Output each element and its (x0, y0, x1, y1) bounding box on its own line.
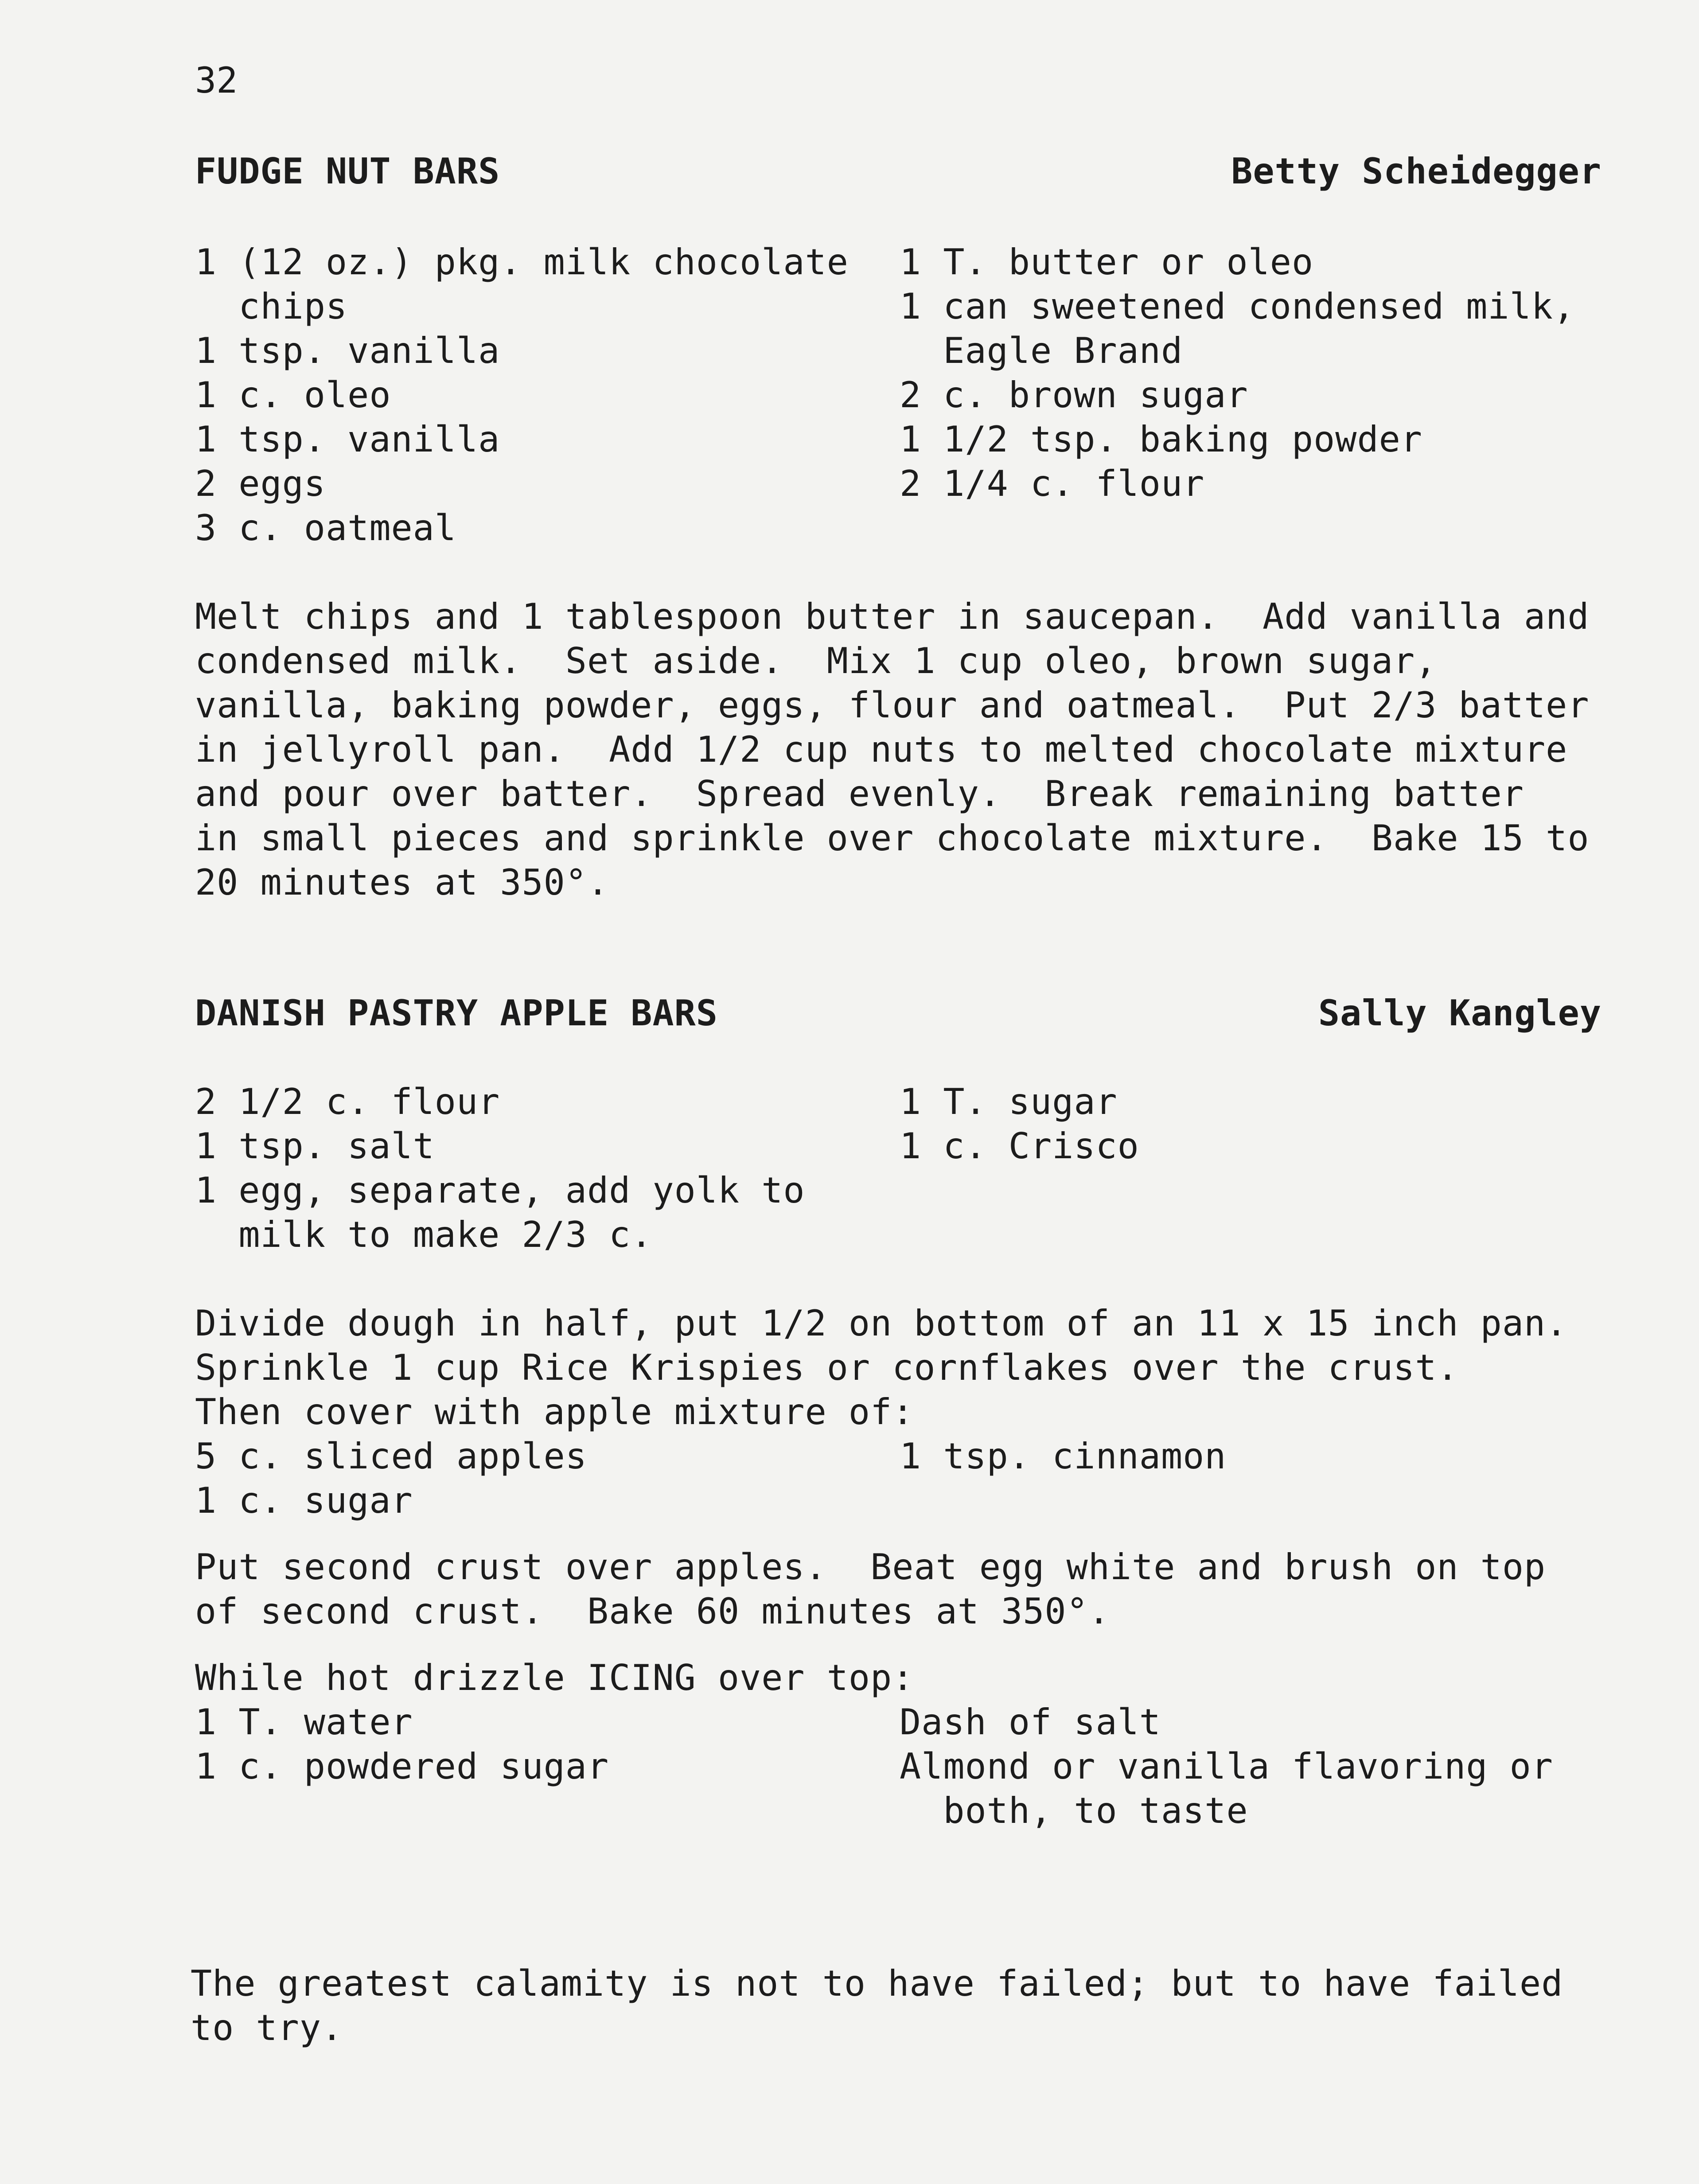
recipe-author: Betty Scheidegger (1231, 151, 1602, 192)
ingredient-left: chips (195, 286, 348, 327)
ingredient-left: 2 1/2 c. flour (195, 1081, 500, 1122)
direction-line: vanilla, baking powder, eggs, flour and oatmeal. Put 2/3 batter (195, 685, 1590, 726)
ingredient-right: 2 c. brown sugar (900, 374, 1248, 416)
ingredient-left: 2 eggs (195, 463, 326, 504)
ingredient-left: 1 tsp. salt (195, 1125, 435, 1167)
page-number: 32 (195, 60, 238, 101)
ingredient-left: 1 (12 oz.) pkg. milk chocolate (195, 241, 849, 283)
apple-ingredient: 1 c. sugar (195, 1480, 413, 1521)
ingredient-right: 1 1/2 tsp. baking powder (900, 419, 1422, 460)
ingredient-right: 1 can sweetened condensed milk, (900, 286, 1575, 327)
recipe-title: FUDGE NUT BARS (195, 151, 500, 192)
ingredient-left: 1 tsp. vanilla (195, 419, 500, 460)
direction-line: and pour over batter. Spread evenly. Break remaining batter (195, 773, 1524, 814)
apple-ingredient: 1 tsp. cinnamon (900, 1436, 1227, 1477)
ingredient-right: 1 T. butter or oleo (900, 241, 1314, 283)
direction-line: Put second crust over apples. Beat egg white and brush on top (195, 1546, 1546, 1588)
recipe-author: Sally Kangley (1318, 993, 1602, 1034)
direction-line: Divide dough in half, put 1/2 on bottom of an 11 x 15 inch pan. (195, 1303, 1568, 1344)
direction-line: in jellyroll pan. Add 1/2 cup nuts to melted chocolate mixture (195, 729, 1568, 770)
ingredient-left: 3 c. oatmeal (195, 507, 456, 549)
icing-ingredient: Almond or vanilla flavoring or (900, 1746, 1553, 1787)
direction-line: in small pieces and sprinkle over chocolate mixture. Bake 15 to (195, 818, 1590, 859)
icing-ingredient: 1 T. water (195, 1701, 413, 1743)
ingredient-right: 1 c. Crisco (900, 1125, 1139, 1167)
icing-intro: While hot drizzle ICING over top: (195, 1657, 914, 1698)
ingredient-right: Eagle Brand (900, 330, 1183, 371)
quote-line: The greatest calamity is not to have failed; but to have failed (191, 1963, 1563, 2004)
apple-ingredient: 5 c. sliced apples (195, 1436, 587, 1477)
icing-ingredient: 1 c. powdered sugar (195, 1746, 609, 1787)
direction-line: Sprinkle 1 cup Rice Krispies or cornflakes over the crust. (195, 1347, 1459, 1388)
ingredient-left: 1 egg, separate, add yolk to (195, 1170, 805, 1211)
icing-ingredient: Dash of salt (900, 1701, 1161, 1743)
ingredient-right: 1 T. sugar (900, 1081, 1118, 1122)
direction-line: condensed milk. Set aside. Mix 1 cup oleo, brown sugar, (195, 640, 1437, 681)
ingredient-left: 1 c. oleo (195, 374, 391, 416)
ingredient-left: milk to make 2/3 c. (195, 1214, 653, 1255)
direction-line: Then cover with apple mixture of: (195, 1391, 914, 1433)
direction-line: Melt chips and 1 tablespoon butter in saucepan. Add vanilla and (195, 596, 1590, 637)
recipe-title: DANISH PASTRY APPLE BARS (195, 993, 718, 1034)
ingredient-left: 1 tsp. vanilla (195, 330, 500, 371)
quote-line: to try. (191, 2007, 343, 2048)
icing-ingredient: both, to taste (900, 1790, 1248, 1831)
direction-line: of second crust. Bake 60 minutes at 350°. (195, 1591, 1110, 1632)
direction-line: 20 minutes at 350°. (195, 862, 609, 903)
ingredient-right: 2 1/4 c. flour (900, 463, 1205, 504)
